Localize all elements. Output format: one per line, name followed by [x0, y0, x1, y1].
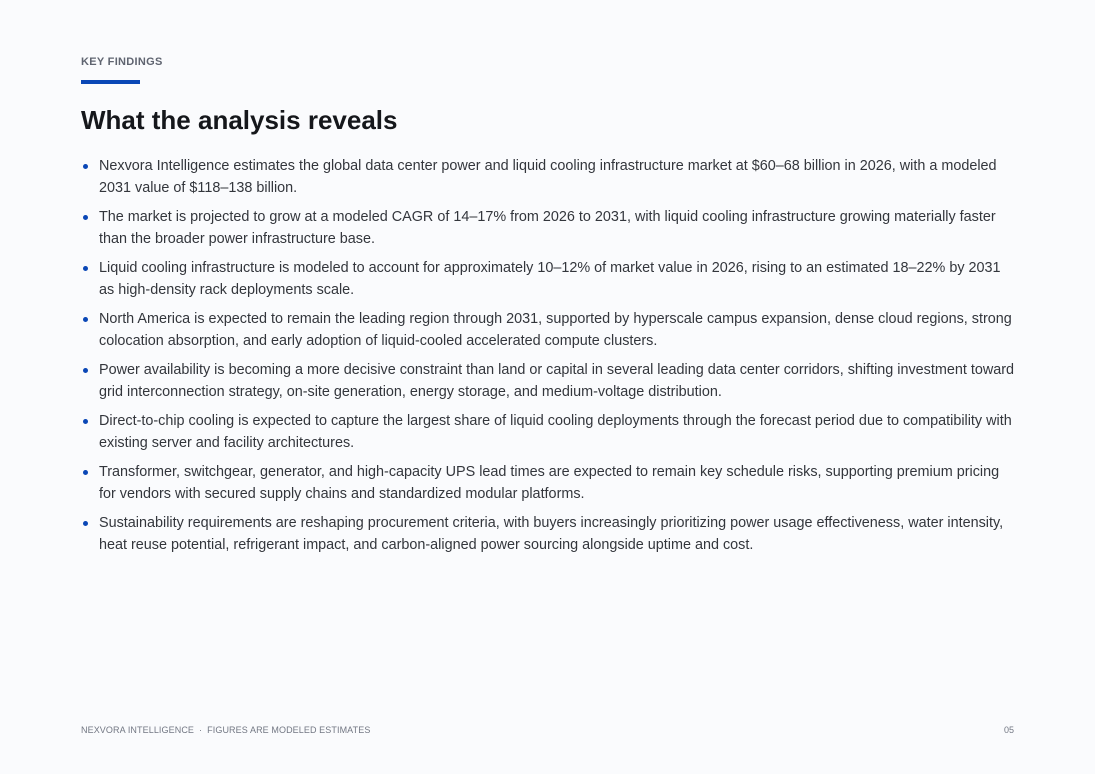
- finding-item: [81, 359, 1016, 404]
- finding-text: Nexvora Intelligence estimates the global data center power and liquid cooling infrastructure market at $60–68 billion in 2026, with a modeled 2031 value of $118–138 billion.: [99, 158, 997, 197]
- finding-item: [81, 512, 1016, 557]
- finding-item: [81, 308, 1016, 353]
- bullet-icon: [83, 470, 88, 475]
- page-number: 05: [1003, 725, 1014, 735]
- page-title: What the analysis reveals: [81, 105, 398, 135]
- bullet-icon: [83, 521, 88, 526]
- footer-brand: NEXVORA INTELLIGENCE: [81, 725, 195, 735]
- accent-rule: [81, 80, 140, 84]
- finding-text: Liquid cooling infrastructure is modeled to account for approximately 10–12% of market value in 2026, rising to an estimated 18–22% by 2031 as high-density rack deployments scale.: [99, 260, 1001, 299]
- bullet-icon: [83, 164, 88, 169]
- findings-list: [81, 155, 1016, 563]
- finding-item: [81, 155, 1016, 200]
- finding-item: [81, 410, 1016, 455]
- bullet-icon: [83, 368, 88, 373]
- finding-text: North America is expected to remain the leading region through 2031, supported by hyperscale campus expansion, dense cloud regions, strong colocation absorption, and early adoption of liquid-cooled accelerated compute clusters.: [99, 311, 1012, 350]
- bullet-icon: [83, 266, 88, 271]
- finding-text: The market is projected to grow at a modeled CAGR of 14–17% from 2026 to 2031, with liquid cooling infrastructure growing materially faster than the broader power infrastructure base.: [99, 209, 996, 248]
- bullet-icon: [83, 317, 88, 322]
- finding-text: Direct-to-chip cooling is expected to capture the largest share of liquid cooling deployments through the forecast period due to compatibility with existing server and facility architectures.: [99, 413, 1012, 452]
- document-page: [81, 0, 1016, 774]
- bullet-icon: [83, 215, 88, 220]
- finding-item: [81, 206, 1016, 251]
- finding-text: Power availability is becoming a more decisive constraint than land or capital in several leading data center corridors, shifting investment toward grid interconnection strategy, on-site generation, energy storage, and medium-voltage distribution.: [99, 362, 1015, 401]
- bullet-icon: [83, 419, 88, 424]
- footer-credit: [81, 725, 370, 736]
- footer-note: FIGURES ARE MODELED ESTIMATES: [207, 725, 371, 735]
- section-eyebrow: KEY FINDINGS: [81, 56, 163, 68]
- finding-item: [81, 257, 1016, 302]
- finding-text: Sustainability requirements are reshaping procurement criteria, with buyers increasingly prioritizing power usage effectiveness, water intensity, heat reuse potential, refrigerant impact, and carbon-aligned power sourcing alongside uptime and cost.: [99, 515, 1004, 554]
- footer-separator: ·: [199, 725, 203, 735]
- finding-text: Transformer, switchgear, generator, and high-capacity UPS lead times are expected to remain key schedule risks, supporting premium pricing for vendors with secured supply chains and standardized modular platforms.: [99, 464, 1000, 503]
- finding-item: [81, 461, 1016, 506]
